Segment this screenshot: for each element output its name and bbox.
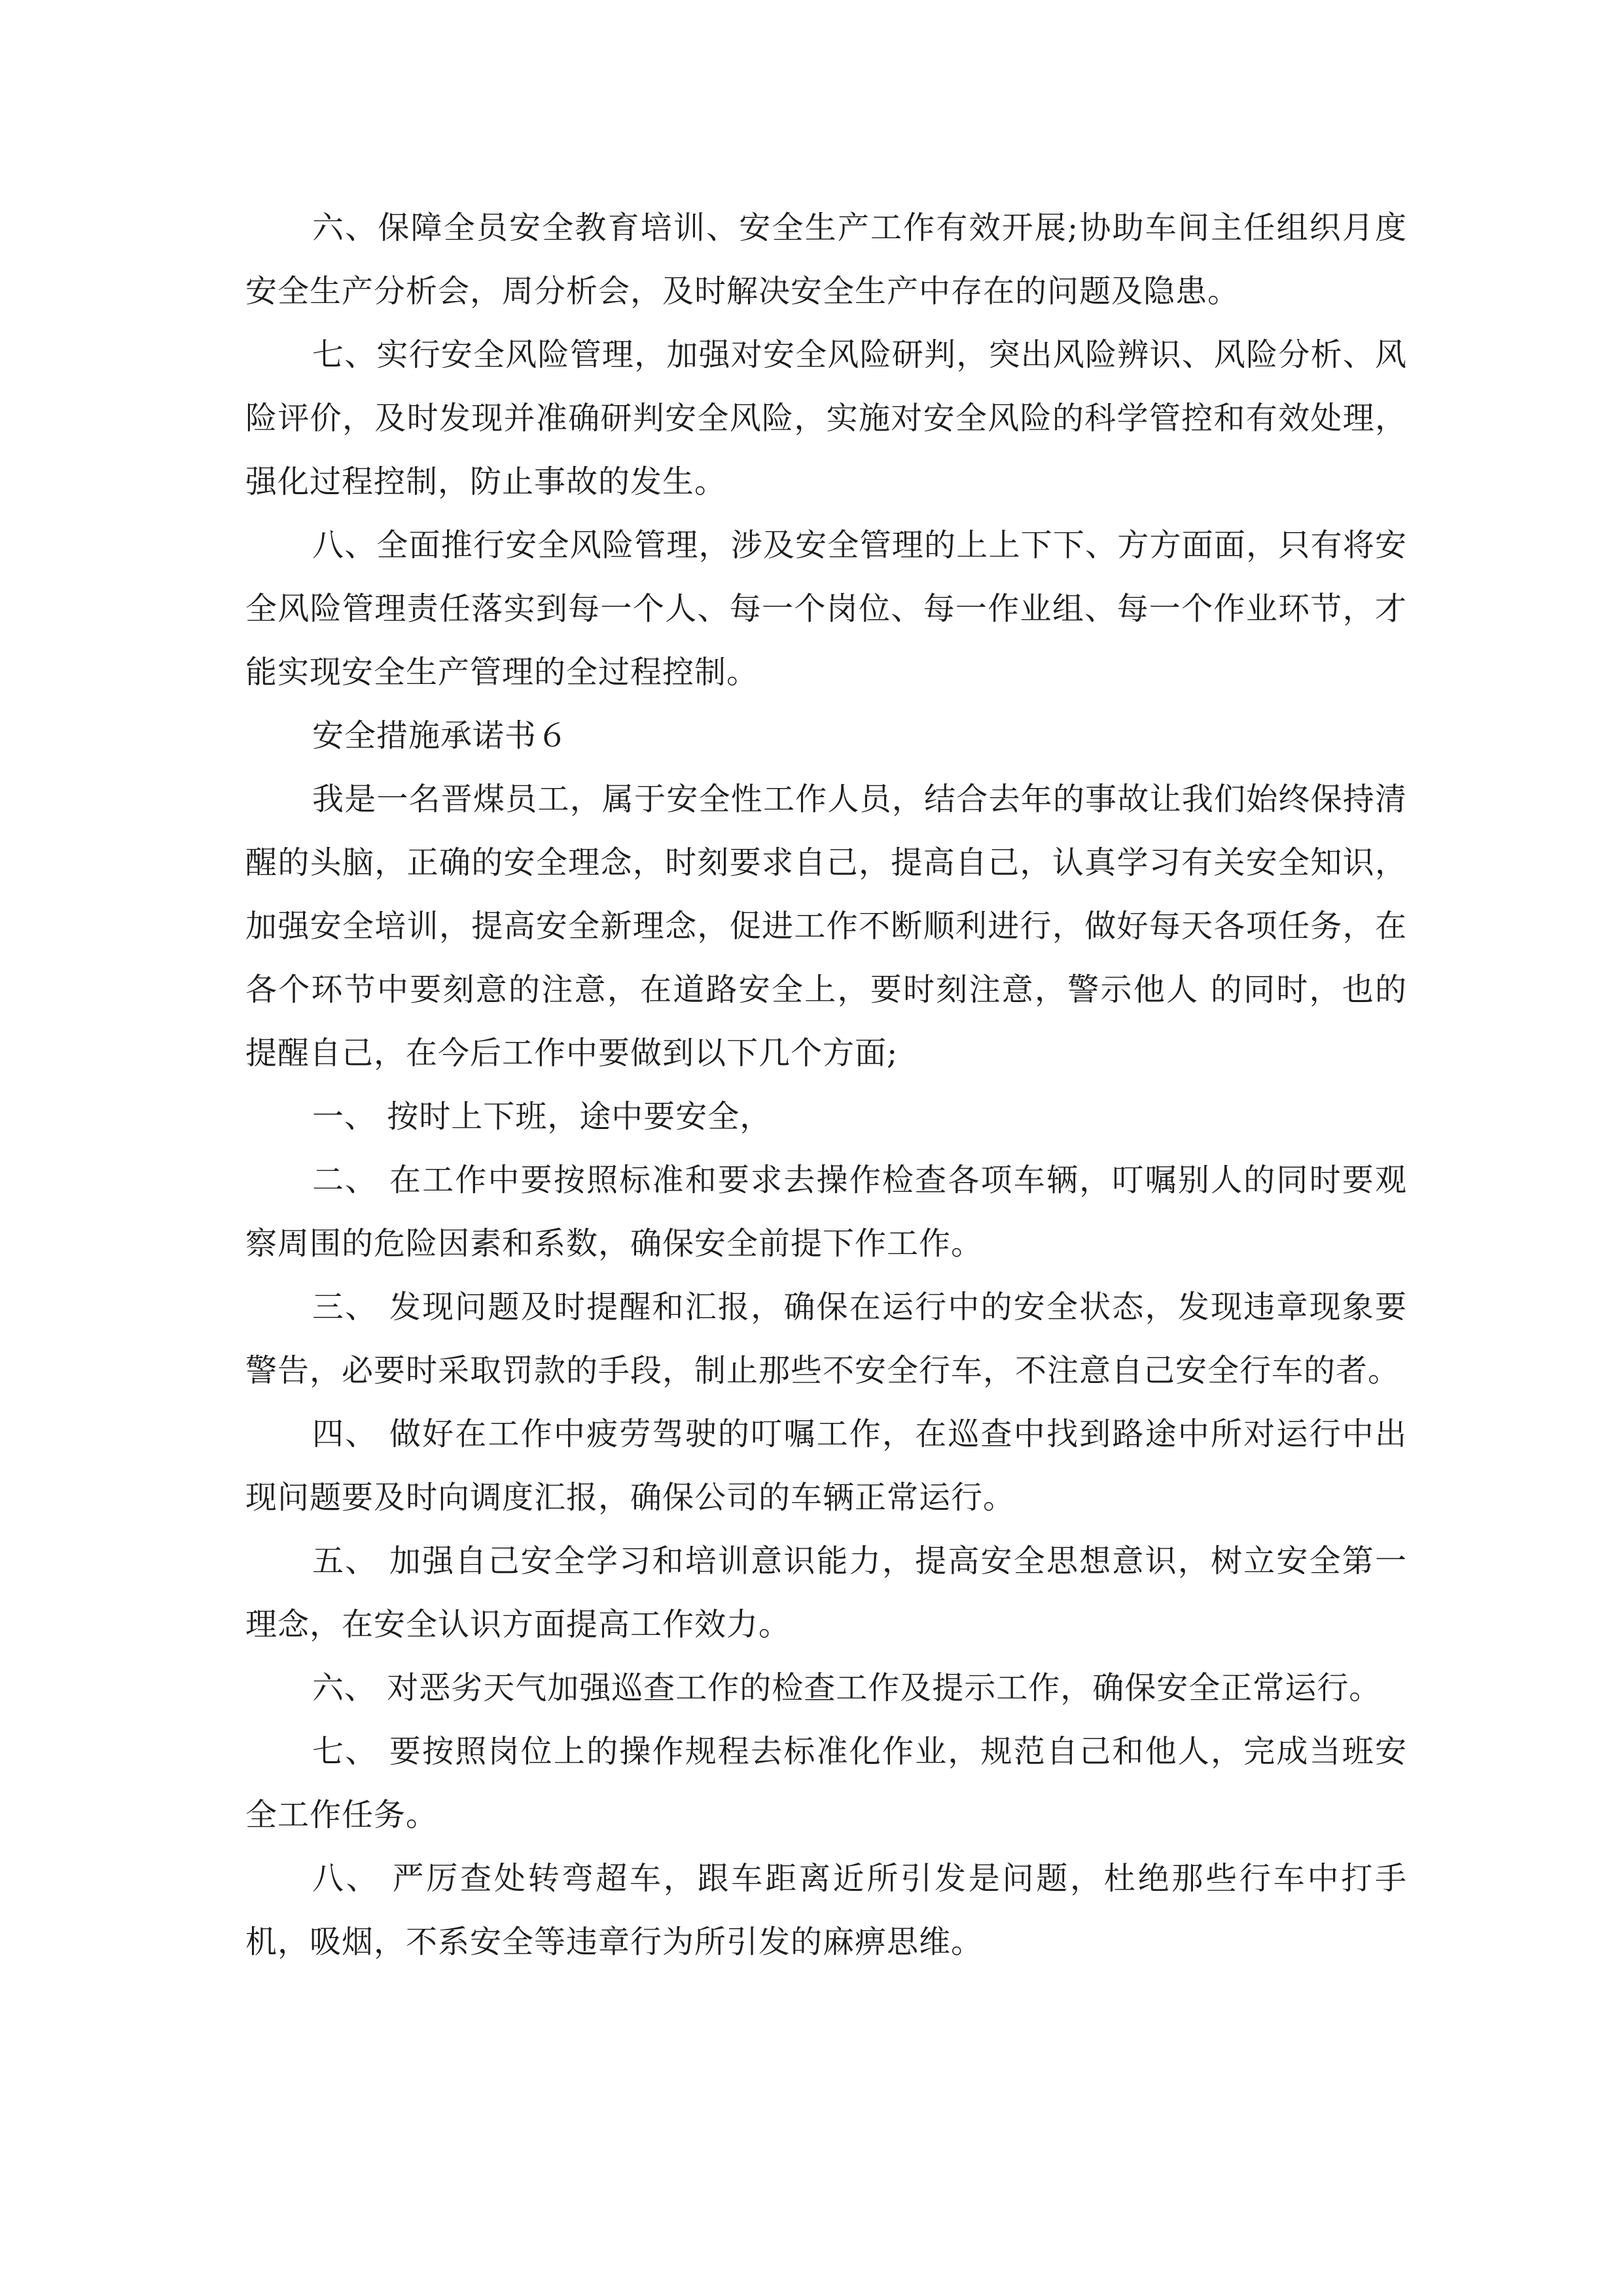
commitment-item-2: 二、 在工作中要按照标准和要求去操作检查各项车辆，叮嘱别人的同时要观察周围的危险因素和系数，确保安全前提下作工作。 bbox=[245, 1162, 1407, 1262]
commitment-item-7: 七、 要按照岗位上的操作规程去标准化作业，规范自己和他人，完成当班安全工作任务。 bbox=[245, 1733, 1407, 1833]
commitment-item-3: 三、 发现问题及时提醒和汇报，确保在运行中的安全状态，发现违章现象要警告，必要时采取罚款的手段，制止那些不安全行车，不注意自己安全行车的者。 bbox=[245, 1289, 1407, 1389]
paragraph-item-7: 七、实行安全风险管理，加强对安全风险研判，突出风险辨识、风险分析、风险评价，及时发现并准确研判安全风险，实施对安全风险的科学管控和有效处理，强化过程控制，防止事故的发生。 bbox=[245, 336, 1407, 500]
commitment-item-8: 八、 严厉查处转弯超车，跟车距离近所引发是问题，杜绝那些行车中打手机，吸烟，不系安全等违章行为所引发的麻痹思维。 bbox=[245, 1860, 1407, 1960]
paragraph-item-6: 六、保障全员安全教育培训、安全生产工作有效开展;协助车间主任组织月度安全生产分析会，周分析会，及时解决安全生产中存在的问题及隐患。 bbox=[245, 209, 1407, 310]
commitment-item-6: 六、 对恶劣天气加强巡查工作的检查工作及提示工作，确保安全正常运行。 bbox=[312, 1670, 1382, 1706]
section-title: 安全措施承诺书６ bbox=[312, 717, 569, 754]
commitment-item-1: 一、 按时上下班，途中要安全， bbox=[312, 1098, 772, 1135]
commitment-item-5: 五、 加强自己安全学习和培训意识能力，提高安全思想意识，树立安全第一理念，在安全认识方面提高工作效力。 bbox=[245, 1543, 1407, 1643]
commitment-item-4: 四、 做好在工作中疲劳驾驶的叮嘱工作，在巡查中找到路途中所对运行中出现问题要及时向调度汇报，确保公司的车辆正常运行。 bbox=[245, 1416, 1407, 1516]
document-body bbox=[245, 196, 1407, 1974]
paragraph-item-8: 八、全面推行安全风险管理，涉及安全管理的上上下下、方方面面，只有将安全风险管理责任落实到每一个人、每一个岗位、每一作业组、每一个作业环节，才能实现安全生产管理的全过程控制。 bbox=[245, 527, 1407, 691]
commitment-intro: 我是一名晋煤员工，属于安全性工作人员，结合去年的事故让我们始终保持清醒的头脑，正确的安全理念，时刻要求自己，提高自己，认真学习有关安全知识，加强安全培训，提高安全新理念，促进工作不断顺利进行，做好每天各项任务，在各个环节中要刻意的注意，在道路安全上，要时刻注意，警示他人 的同时，也的提醒自己，在今后工作中要做到以下几个方面; bbox=[245, 781, 1407, 1071]
